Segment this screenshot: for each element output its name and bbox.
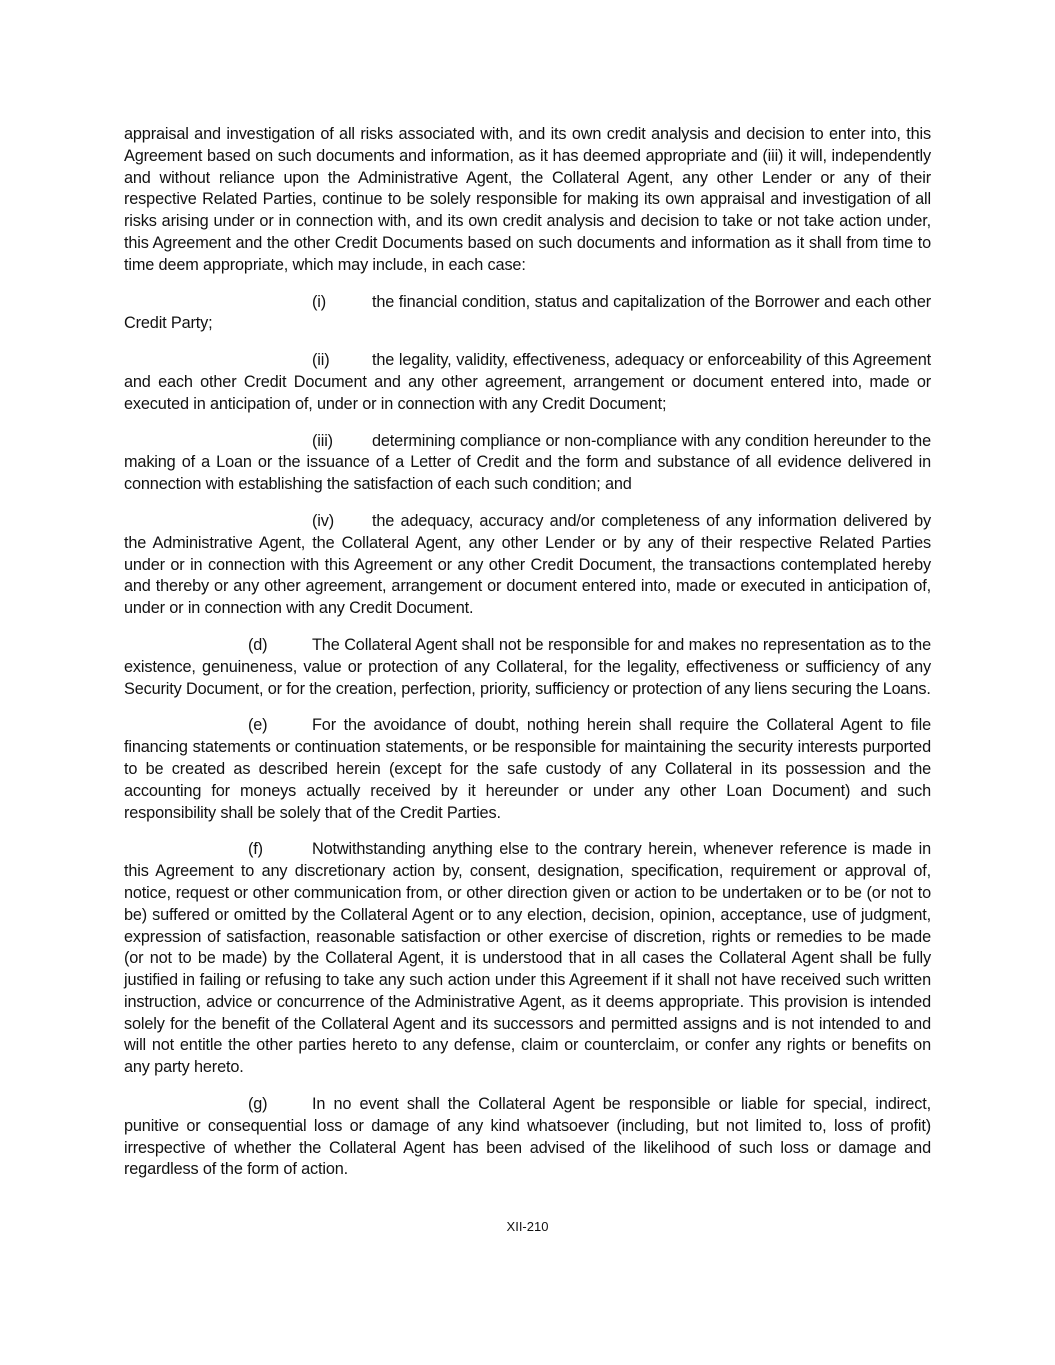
- section-text: For the avoidance of doubt, nothing herein shall require the Collateral Agent to file financing statements or continuation statements, or be responsible for maintaining the security interests purported to be created as described herein (except for the safe custody of any Collateral in its possession and the accounting for moneys actually received by it hereunder or under any other Loan Document) and such responsibility shall be solely that of the Credit Parties.: [124, 716, 931, 822]
- sub-item-ii: [124, 350, 931, 415]
- section-marker: (e): [248, 716, 268, 735]
- sub-item-text: the legality, validity, effectiveness, adequacy or enforceability of this Agreement and each other Credit Document and any other agreement, arrangement or document entered into, made or executed in anticipation of, under or in connection with any Credit Document;: [124, 351, 931, 413]
- sub-item-i: [124, 292, 931, 336]
- page-number: XII-210: [506, 1219, 549, 1234]
- sub-item-text: the adequacy, accuracy and/or completeness of any information delivered by the Administrative Agent, the Collateral Agent, any other Lender or by any of their respective Related Parties under or in connection with this Agreement or any other Credit Document, the transactions contemplated hereby and thereby or any other agreement, arrangement or document entered into, made or executed in anticipation of, under or in connection with any Credit Document.: [124, 511, 931, 618]
- sub-item-iii: [124, 431, 931, 496]
- section-d: [124, 635, 931, 700]
- section-text: In no event shall the Collateral Agent be responsible or liable for special, indirect, punitive or consequential loss or damage of any kind whatsoever (including, but not limited to, loss of profit) irrespective of whether the Collateral Agent has been advised of the likelihood of such loss or damage and regardless of the form of action.: [124, 1095, 931, 1179]
- section-marker: (f): [248, 840, 263, 859]
- continuation-paragraph: appraisal and investigation of all risks associated with, and its own credit analysis and decision to enter into, this Agreement based on such documents and information, as it has deemed appropriate and (iii) it will, independently and without reliance upon the Administrative Agent, the Collateral Agent, any other Lender or any of their respective Related Parties, continue to be solely responsible for making its own appraisal and investigation of all risks arising under or in connection with, and its own credit analysis and decision to take or not take action under, this Agreement and the other Credit Documents based on such documents and information as it shall from time to time deem appropriate, which may include, in each case:: [124, 125, 931, 274]
- section-text: Notwithstanding anything else to the contrary herein, whenever reference is made in this Agreement to any discretionary action by, consent, designation, specification, requirement or approval of, notice, request or other communication from, or other direction given or action to be undertaken or to be (or not to be) suffered or omitted by the Collateral Agent or to any election, decision, opinion, acceptance, use of judgment, expression of satisfaction, reasonable satisfaction or other exercise of discretion, rights or remedies to be made (or not to be made) by the Collateral Agent, it is understood that in all cases the Collateral Agent shall be fully justified in failing or refusing to take any such action under this Agreement if it shall not have received such written instruction, advice or concurrence of the Administrative Agent, as it deems appropriate. This provision is intended solely for the benefit of the Collateral Agent and its successors and permitted assigns and is not intended to and will not entitle the other parties hereto to any defense, claim or counterclaim, or confer any rights or benefits on any party hereto.: [124, 840, 931, 1077]
- section-marker: (d): [248, 635, 268, 654]
- section-text: The Collateral Agent shall not be responsible for and makes no representation as to the existence, genuineness, value or protection of any Collateral, for the legality, effectiveness or sufficiency of any Security Document, or for the creation, perfection, priority, sufficiency or protection of any liens securing the Loans.: [124, 635, 931, 698]
- section-marker: (g): [248, 1095, 268, 1114]
- sub-item-text: determining compliance or non-compliance with any condition hereunder to the making of a Loan or the issuance of a Letter of Credit and the form and substance of all evidence delivered in connection with establishing the satisfaction of each such condition; and: [124, 431, 931, 494]
- sub-item-iv: [124, 511, 931, 620]
- section-e: [124, 715, 931, 824]
- section-g: [124, 1094, 931, 1181]
- sub-item-marker: (i): [312, 292, 327, 311]
- sub-item-text: the financial condition, status and capitalization of the Borrower and each other Credit Party;: [124, 292, 931, 333]
- sub-item-marker: (iv): [312, 511, 335, 530]
- document-page: [124, 124, 931, 1196]
- sub-item-marker: (iii): [312, 431, 333, 450]
- section-f: [124, 839, 931, 1079]
- sub-item-marker: (ii): [312, 351, 330, 370]
